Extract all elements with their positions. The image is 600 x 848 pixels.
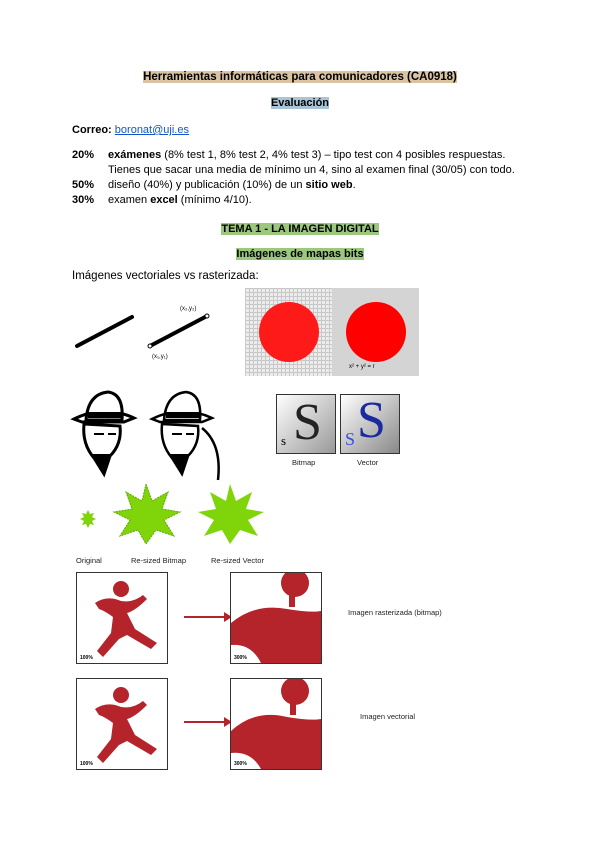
runner-vector-large [230,678,322,770]
runner-vector-icon [77,679,167,769]
runner-vector-zoom-icon [231,679,321,769]
grading-item-2: diseño (40%) y publicación (10%) de un sitio web. [108,179,356,191]
grading-item-3: examen excel (mínimo 4/10). [108,194,252,206]
zoom-label-300-vector: 300% [234,761,247,767]
email-link[interactable]: boronat@uji.es [114,124,189,136]
arrow-icon-2 [182,715,232,729]
runner-raster-large [230,572,322,664]
line-label-bottom: (x₁,y₁) [152,354,168,360]
zoom-label-300: 300% [234,655,247,661]
grading-item-1-line2: Tienes que sacar una media de mínimo un 4, sino al examen final (30/05) con todo. [108,164,515,176]
grading-item-1: exámenes (8% test 1, 8% test 2, 4% test 3) – tipo test con 4 posibles respuestas. [108,149,506,161]
caption-star-original: Original [76,556,102,565]
star-resized-bitmap [114,484,180,544]
intro-text: Imágenes vectoriales vs rasterizada: [72,270,259,282]
runner-vector-small [76,678,168,770]
runner-raster-small [76,572,168,664]
star-resized-vector [198,484,264,544]
zoom-label-100: 100% [80,655,93,661]
raster-circle [259,302,319,362]
topic-heading: TEMA 1 - LA IMAGEN DIGITAL [221,223,379,235]
s-vector-small: S [345,429,356,449]
caption-star-vector: Re-sized Vector [211,556,264,565]
hat-man-vector [152,392,219,480]
contact-line: Correo: boronat@uji.es [72,124,189,136]
s-vector-tile [340,394,400,454]
hat-men-figure [64,384,234,484]
caption-vector: Vector [357,458,379,467]
grading-pct-2: 50% [72,179,95,191]
vector-line [150,316,207,346]
circle-comparison-figure [245,288,419,376]
zoom-label-100-vector: 100% [80,761,93,767]
runner-icon [77,573,167,663]
caption-bitmap: Bitmap [292,458,316,467]
s-bitmap-small: s [281,433,287,448]
grading-pct-1: 20% [72,149,95,161]
runner-zoom-icon [231,573,321,663]
star-original [80,510,96,528]
circle-formula: x² + y² = r [349,364,375,370]
label-raster: Imagen rasterizada (bitmap) [348,608,442,617]
raster-line [77,317,132,346]
vector-lines-figure [72,302,222,362]
caption-star-bitmap: Re-sized Bitmap [131,556,187,565]
line-label-top: (x₂,y₂) [180,306,197,312]
vector-circle [346,302,406,362]
arrow-icon [182,610,232,624]
s-vector-large: S [357,394,386,449]
s-bitmap-tile [276,394,336,454]
evaluation-heading: Evaluación [270,97,330,109]
hat-man-raster [74,392,134,476]
grading-pct-3: 30% [72,194,95,206]
s-bitmap-large: S [293,394,322,451]
document-title: Herramientas informáticas para comunicadores (CA0918) [143,71,457,83]
label-vector: Imagen vectorial [360,712,416,721]
stars-figure [76,484,286,544]
section-heading: Imágenes de mapas bits [236,248,364,260]
